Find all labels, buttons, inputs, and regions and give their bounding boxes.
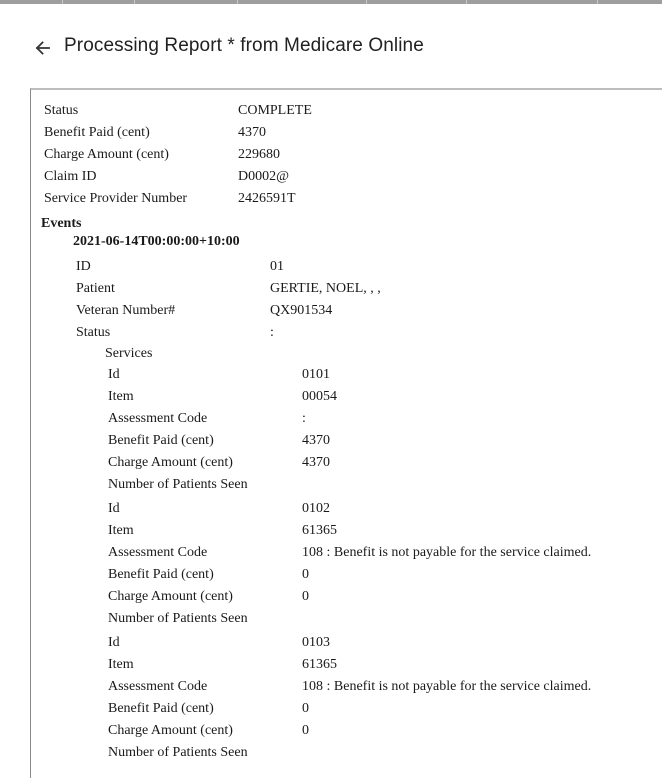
events-heading: Events — [41, 216, 82, 231]
event-patient-label: Patient — [76, 281, 115, 296]
tab-divider — [134, 0, 135, 4]
tab-divider — [237, 0, 238, 4]
service-id-value: 0101 — [302, 367, 330, 382]
tab-divider — [62, 0, 63, 4]
summary-provider-value: 2426591T — [238, 191, 296, 206]
service-id-label: Id — [108, 367, 120, 382]
summary-charge-value: 229680 — [238, 147, 280, 162]
service-benefit-value: 0 — [302, 567, 309, 582]
service-charge-label: Charge Amount (cent) — [108, 723, 233, 738]
service-id-label: Id — [108, 501, 120, 516]
service-charge-value: 0 — [302, 589, 309, 604]
summary-charge-label: Charge Amount (cent) — [44, 147, 169, 162]
service-id-label: Id — [108, 635, 120, 650]
service-item-value: 61365 — [302, 523, 337, 538]
service-patients-label: Number of Patients Seen — [108, 611, 248, 626]
summary-provider-label: Service Provider Number — [44, 191, 188, 206]
service-item-label: Item — [108, 657, 134, 672]
services-heading: Services — [105, 346, 153, 361]
service-assessment-label: Assessment Code — [108, 411, 208, 426]
service-benefit-label: Benefit Paid (cent) — [108, 433, 214, 448]
service-item-value: 00054 — [302, 389, 337, 404]
service-assessment-label: Assessment Code — [108, 545, 208, 560]
service-assessment-label: Assessment Code — [108, 679, 208, 694]
service-charge-value: 4370 — [302, 455, 330, 470]
event-status-value: : — [270, 325, 274, 340]
summary-status-value: COMPLETE — [238, 103, 312, 118]
summary-status-label: Status — [44, 103, 79, 118]
service-patients-label: Number of Patients Seen — [108, 745, 248, 760]
service-item-value: 61365 — [302, 657, 337, 672]
service-assessment-value: : — [302, 411, 306, 426]
service-assessment-value: 108 : Benefit is not payable for the service claimed. — [302, 679, 592, 694]
page-header — [33, 32, 424, 60]
service-benefit-label: Benefit Paid (cent) — [108, 567, 214, 582]
event-veteran-value: QX901534 — [270, 303, 333, 318]
service-assessment-value: 108 : Benefit is not payable for the service claimed. — [302, 545, 592, 560]
summary-claim-value: D0002@ — [238, 169, 290, 184]
service-patients-label: Number of Patients Seen — [108, 477, 248, 492]
tab-divider — [597, 0, 598, 4]
tab-divider — [366, 0, 367, 4]
summary-benefit-value: 4370 — [238, 125, 266, 140]
event-patient-value: GERTIE, NOEL, , , — [270, 281, 381, 296]
service-benefit-value: 0 — [302, 701, 309, 716]
summary-benefit-label: Benefit Paid (cent) — [44, 125, 150, 140]
service-item-label: Item — [108, 523, 134, 538]
event-status-label: Status — [76, 325, 111, 340]
service-benefit-value: 4370 — [302, 433, 330, 448]
event-id-label: ID — [76, 259, 91, 274]
event-veteran-label: Veteran Number# — [76, 303, 176, 318]
tab-divider — [466, 0, 467, 4]
service-charge-value: 0 — [302, 723, 309, 738]
event-id-value: 01 — [270, 259, 284, 274]
service-charge-label: Charge Amount (cent) — [108, 589, 233, 604]
service-benefit-label: Benefit Paid (cent) — [108, 701, 214, 716]
processing-report-panel — [30, 88, 662, 778]
top-tab-strip — [0, 0, 662, 4]
service-item-label: Item — [108, 389, 134, 404]
arrow-left-icon[interactable] — [33, 38, 53, 58]
service-id-value: 0103 — [302, 635, 330, 650]
service-charge-label: Charge Amount (cent) — [108, 455, 233, 470]
summary-claim-label: Claim ID — [44, 169, 97, 184]
page-title: Processing Report * from Medicare Online — [64, 35, 424, 56]
service-id-value: 0102 — [302, 501, 330, 516]
event-date-heading: 2021-06-14T00:00:00+10:00 — [73, 234, 240, 249]
